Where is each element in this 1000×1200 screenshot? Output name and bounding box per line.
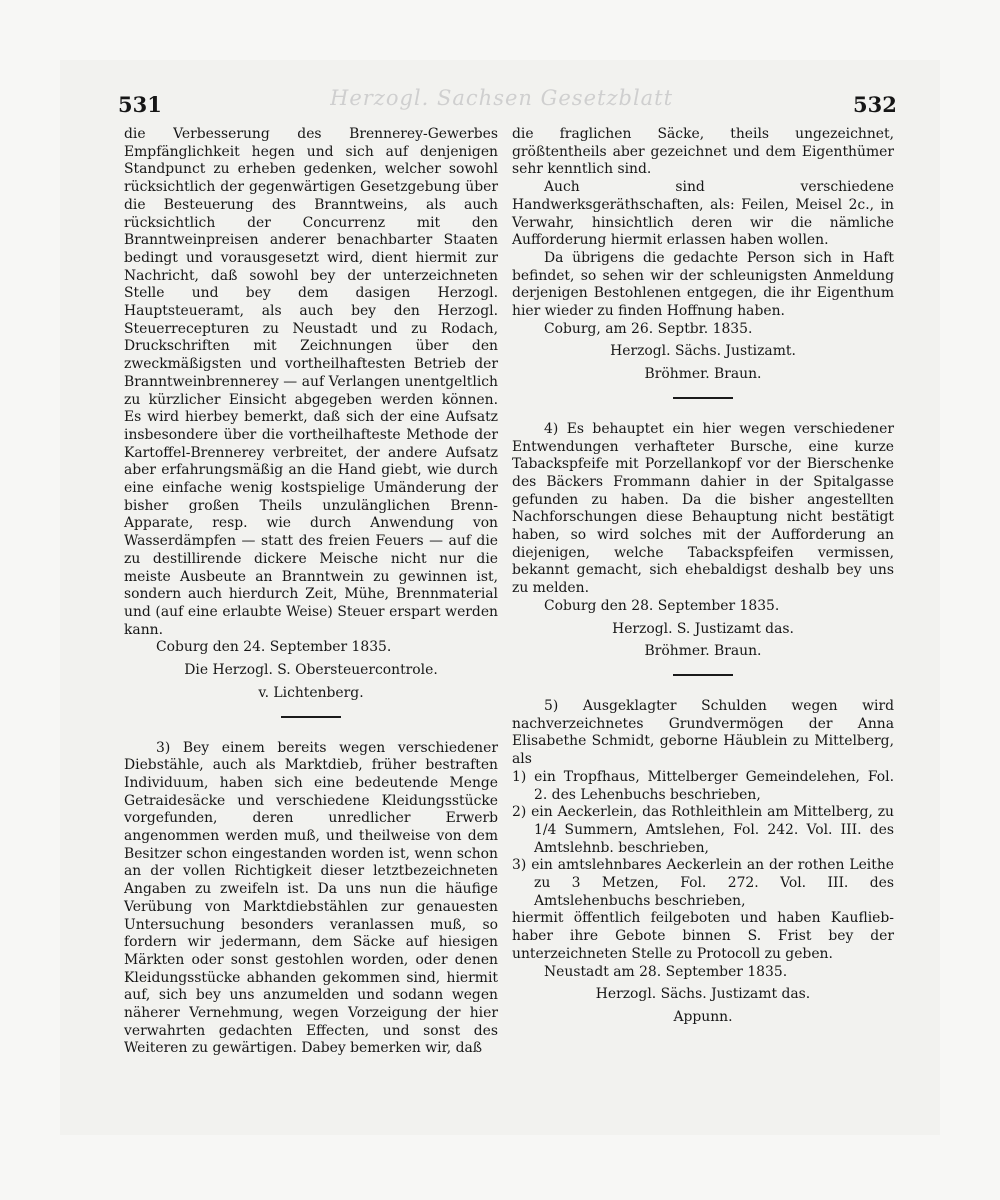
right-column <box>512 126 894 1028</box>
notice-4 <box>512 421 894 661</box>
notice-distillery-date: Coburg den 24. September 1835. <box>156 639 392 656</box>
notice-3-cont-text: die fraglichen Säcke, theils ungezeichnet, größtentheils aber gezeichnet und dem Eigenthümer sehr kenntlich sind. <box>512 126 894 178</box>
notice-distillery <box>124 126 498 703</box>
notice-3-date: Coburg, am 26. Septbr. 1835. <box>544 320 753 337</box>
notice-distillery-signature: v. Lichtenberg. <box>258 684 364 701</box>
notice-4-date: Coburg den 28. September 1835. <box>544 597 780 614</box>
separator-rule <box>281 716 341 718</box>
notice-5-item: 2) ein Aeckerlein, das Rothleithlein am Mittelberg, zu 1/4 Summern, Amtslehen, Fol. 242. Vol. III. des Amtslehnb. beschrieben, <box>512 804 894 856</box>
notice-3-signature: Bröhmer. Braun. <box>644 366 762 383</box>
notice-4-text: 4) Es behauptet ein hier wegen verschiedener Entwendungen verhafteter Bursche, eine kurze Tabackspfeife mit Porzellankopf vor der Bierschenke des Bäckers Frommann dahier in der Spitalgasse gefunden zu haben. Da die bisher angestellten Nachforschungen diese Behauptung nicht bestätigt haben, so wird solches mit der Aufforderung an diejenigen, welche Tabackspfeifen vermissen, bekannt gemacht, sich ehebaldigst deshalb bey uns zu melden. <box>512 420 894 597</box>
notice-5-intro: 5) Ausgeklagter Schulden wegen wird nachverzeichnetes Grundvermögen der Anna Elisabethe Schmidt, geborne Häublein zu Mittelberg, als <box>512 697 894 768</box>
notice-3 <box>124 740 498 1059</box>
notice-5-signature: Appunn. <box>673 1008 733 1025</box>
notice-4-authority: Herzogl. S. Justizamt das. <box>612 620 794 637</box>
notice-5-authority: Herzogl. Sächs. Justizamt das. <box>595 986 811 1003</box>
notice-3-cont-para-2: Auch sind verschiedene Handwerksgeräthschaften, als: Feilen, Meisel 2c., in Verwahr, hinsichtlich deren wir die nämliche Aufforderung hiermit erlassen haben wollen. <box>512 179 894 249</box>
notice-3-cont-para-3: Da übrigens die gedachte Person sich in Haft befindet, so sehen wir der schleunigsten Anmeldung derjenigen Bestohlenen entgegen, die ihr Eigenthum hier wieder zu finden Hoffnung haben. <box>512 249 894 320</box>
notice-distillery-text: die Verbesserung des Brennerey-Gewerbes Empfänglichkeit hegen und sich auf denjenigen Standpunct zu erheben gedenken, welcher sowohl rücksichtlich der gegenwärtigen Gesetzgebung über die Besteuerung des Branntweins, als auch rücksichtlich der Concurrenz mit den Branntweinpreisen anderer benachbarter Staaten bedingt und vorausgesetzt wird, dient hiermit zur Nachricht, daß sowohl bey der unterzeichneten Stelle und bey dem dasigen Herzogl. Hauptsteueramt, als auch bey den Herzogl. Steuerrecepturen zu Neustadt und zu Rodach, Druckschriften mit Zeichnungen über den zweckmäßigsten und vortheilhaftesten Betrieb der Branntweinbrennerey — auf Verlangen unentgeltlich zu kürzlicher Einsicht abgegeben werden können. Es wird hierbey bemerkt, daß sich der eine Aufsatz insbesondere über die vortheilhafteste Methode der Kartoffel-Brennerey verbreitet, der andere Aufsatz aber erfahrungsmäßig an die Hand giebt, wie durch eine einfache wenig kostspielige Umänderung der bisher großen Theils unzulänglichen Brenn-Apparate, resp. wie durch Anwendung von Wasserdämpfen — statt des freien Feuers — auf die zu destillirende dickere Meische nicht nur die meiste Ausbeute an Branntwein zu gewinnen ist, sondern auch hierdurch Zeit, Mühe, Brennmaterial und (auf eine erlaubte Weise) Steuer erspart werden kann. <box>124 126 498 638</box>
separator-rule <box>673 674 733 676</box>
notice-3-continued <box>512 126 894 384</box>
notice-5-item: 1) ein Tropfhaus, Mittelberger Gemeindelehen, Fol. 2. des Lehenbuchs beschrieben, <box>512 768 894 803</box>
notice-3-authority: Herzogl. Sächs. Justizamt. <box>610 343 796 360</box>
notice-5-item: 3) ein amtslehnbares Aeckerlein an der rothen Leithe zu 3 Metzen, Fol. 272. Vol. III. des Amtslehenbuchs beschrieben, <box>512 857 894 909</box>
notice-4-signature: Bröhmer. Braun. <box>644 643 762 660</box>
notice-5-closing: hiermit öffentlich feilgeboten und haben Kauflieb-haber ihre Gebote binnen S. Frist bey der unterzeichneten Stelle zu Protocoll zu geben. <box>512 910 894 962</box>
running-head-bleedthrough: Herzogl. Sachsen Gesetzblatt <box>330 86 674 110</box>
page-number-left: 531 <box>118 92 162 117</box>
notice-5-date: Neustadt am 28. September 1835. <box>544 963 788 980</box>
page-number-right: 532 <box>853 92 897 117</box>
notice-3-text: 3) Bey einem bereits wegen verschiedener Diebstähle, auch als Marktdieb, früher bestraften Individuum, haben sich eine bedeutende Menge Getraidesäcke und verschiedene Kleidungsstücke vorgefunden, deren unredlicher Erwerb angenommen werden muß, und theilweise von dem Besitzer schon eingestanden worden ist, wenn schon an der vollen Richtigkeit dieser letztbezeichneten Angaben zu zweifeln ist. Da uns nun die häufige Verübung von Marktdiebstählen zur genauesten Untersuchung besonders veranlassen muß, so fordern wir jedermann, dem Säcke auf hiesigen Märkten oder sonst gestohlen worden, oder denen Kleidungsstücke abhanden gekommen sind, hiermit auf, sich bey uns anzumelden und sodann wegen näherer Vernehmung, wegen Vorzeigung der hier verwahrten gedachten Effecten, und sonst des Weiteren zu gewärtigen. Dabey bemerken wir, daß <box>124 739 498 1057</box>
left-column <box>124 126 498 1058</box>
notice-5 <box>512 698 894 1027</box>
separator-rule <box>673 397 733 399</box>
notice-distillery-authority: Die Herzogl. S. Obersteuercontrole. <box>184 662 438 679</box>
